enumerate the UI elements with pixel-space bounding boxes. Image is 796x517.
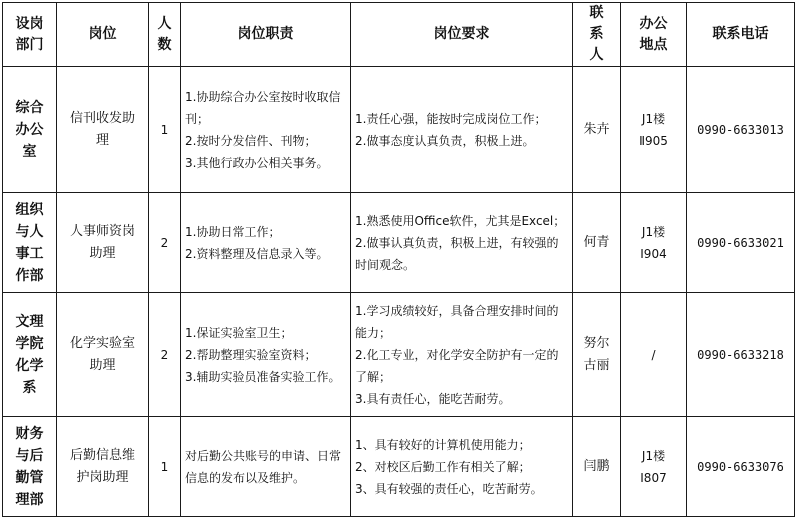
requirements-cell (351, 193, 573, 293)
position-cell: 信刊收发助理 (57, 67, 149, 193)
phone-cell: 0990-6633021 (687, 193, 795, 293)
position-cell: 后勤信息维护岗助理 (57, 417, 149, 517)
header-count: 人数 (149, 3, 181, 67)
count-cell: 2 (149, 293, 181, 417)
requirement-line: 3.具有责任心，能吃苦耐劳。 (355, 391, 511, 406)
duty-line: 2.资料整理及信息录入等。 (185, 246, 329, 261)
requirement-line: 1.学习成绩较好，具备合理安排时间的能力； (355, 303, 559, 340)
duty-line: 1.保证实验室卫生； (185, 325, 293, 340)
duties-cell (181, 293, 351, 417)
header-duties: 岗位职责 (181, 3, 351, 67)
requirement-line: 2、对校区后勤工作有相关了解； (355, 459, 531, 474)
office-cell: J1楼Ⅰ807 (621, 417, 687, 517)
position-cell: 化学实验室助理 (57, 293, 149, 417)
requirements-cell (351, 293, 573, 417)
duty-line: 3.其他行政办公相关事务。 (185, 155, 329, 170)
requirement-line: 2.做事态度认真负责，积极上进。 (355, 133, 535, 148)
phone-cell: 0990-6633218 (687, 293, 795, 417)
duty-line: 2.帮助整理实验室资料； (185, 347, 317, 362)
office-cell: J1楼Ⅱ905 (621, 67, 687, 193)
table-row (3, 193, 795, 293)
office-cell: / (621, 293, 687, 417)
duty-line: 3.辅助实验员准备实验工作。 (185, 369, 341, 384)
duties-cell (181, 193, 351, 293)
header-position: 岗位 (57, 3, 149, 67)
requirements-cell (351, 67, 573, 193)
contact-cell: 闫鹏 (573, 417, 621, 517)
header-contact: 联系人 (573, 3, 621, 67)
phone-cell: 0990-6633013 (687, 67, 795, 193)
requirement-line: 1.责任心强，能按时完成岗位工作； (355, 111, 547, 126)
dept-cell: 综合办公室 (3, 67, 57, 193)
contact-cell: 努尔古丽 (573, 293, 621, 417)
dept-cell: 文理学院化学系 (3, 293, 57, 417)
count-cell: 2 (149, 193, 181, 293)
requirement-line: 2.做事认真负责，积极上进，有较强的时间观念。 (355, 235, 559, 272)
duty-line: 1.协助日常工作； (185, 224, 281, 239)
position-cell: 人事师资岗助理 (57, 193, 149, 293)
requirement-line: 3、具有较强的责任心，吃苦耐劳。 (355, 481, 543, 496)
requirement-line: 1.熟悉使用Office软件，尤其是Excel； (355, 213, 566, 228)
duty-line: 1.协助综合办公室按时收取信刊； (185, 89, 341, 126)
duties-cell (181, 417, 351, 517)
phone-cell: 0990-6633076 (687, 417, 795, 517)
office-cell: J1楼Ⅰ904 (621, 193, 687, 293)
job-posting-table (2, 2, 795, 517)
table-row (3, 417, 795, 517)
table-row (3, 293, 795, 417)
count-cell: 1 (149, 417, 181, 517)
count-cell: 1 (149, 67, 181, 193)
requirement-line: 2.化工专业，对化学安全防护有一定的了解； (355, 347, 559, 384)
contact-cell: 何青 (573, 193, 621, 293)
header-row (3, 3, 795, 67)
requirement-line: 1、具有较好的计算机使用能力； (355, 437, 531, 452)
dept-cell: 组织与人事工作部 (3, 193, 57, 293)
header-requirements: 岗位要求 (351, 3, 573, 67)
header-phone: 联系电话 (687, 3, 795, 67)
duties-cell (181, 67, 351, 193)
table-row (3, 67, 795, 193)
contact-cell: 朱卉 (573, 67, 621, 193)
duty-line: 2.按时分发信件、刊物； (185, 133, 317, 148)
duty-line: 对后勤公共账号的申请、日常信息的发布以及维护。 (185, 448, 342, 485)
requirements-cell (351, 417, 573, 517)
header-office: 办公地点 (621, 3, 687, 67)
dept-cell: 财务与后勤管理部 (3, 417, 57, 517)
header-dept: 设岗部门 (3, 3, 57, 67)
